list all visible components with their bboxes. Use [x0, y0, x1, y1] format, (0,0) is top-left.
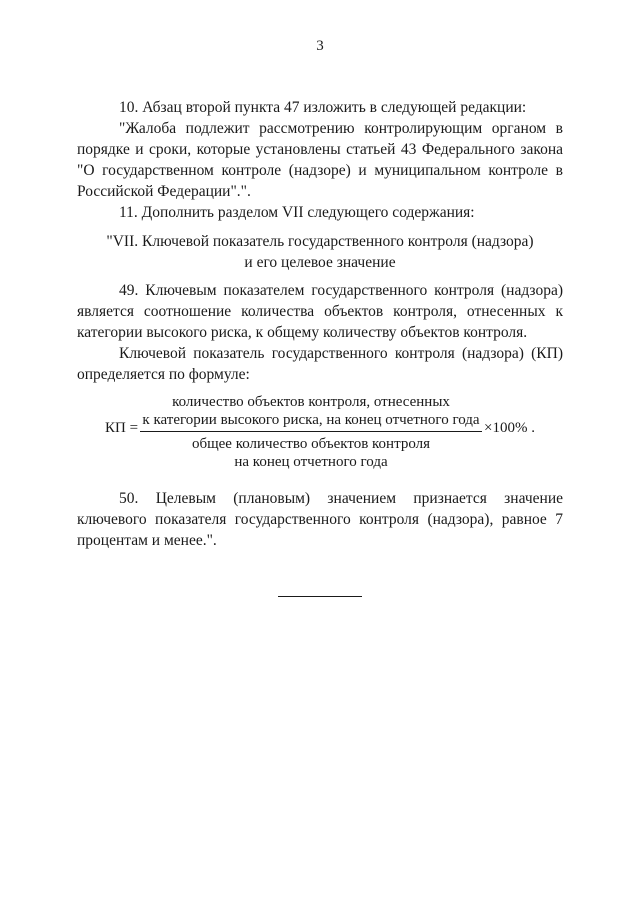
paragraph-50: 50. Целевым (плановым) значением признается значение ключевого показателя государственного контроля (надзора), равное 7 процентам и менее.".: [77, 490, 563, 549]
formula-rhs: ×100% .: [484, 420, 535, 436]
formula-fraction: [140, 393, 482, 471]
paragraph-11: 11. Дополнить разделом VII следующего содержания:: [119, 204, 475, 221]
formula-intro: Ключевой показатель государственного контроля (надзора) (КП) определяется по формуле:: [77, 345, 563, 383]
formula-numerator-line-2: к категории высокого риска, на конец отчетного года: [142, 412, 480, 428]
section-heading: [77, 231, 563, 273]
quoted-complaint-paragraph: "Жалоба подлежит рассмотрению контролирующим органом в порядке и сроки, которые установлены статьей 43 Федерального закона "О государственном контроле (надзоре) и муниципальном контроле в Российской Федерации".".: [77, 120, 563, 200]
fraction-bar: [140, 431, 482, 432]
target-value-block: [77, 488, 563, 551]
key-indicator-block: [77, 280, 563, 385]
formula-numerator-line-1: количество объектов контроля, отнесенных: [172, 394, 450, 410]
end-of-document-rule: [278, 596, 362, 597]
paragraph-10: 10. Абзац второй пункта 47 изложить в следующей редакции:: [119, 99, 527, 116]
section-heading-line-1: "VII. Ключевой показатель государственного контроля (надзора): [106, 233, 534, 250]
page-number: 3: [316, 38, 324, 54]
formula-denominator-line-1: общее количество объектов контроля: [191, 436, 431, 452]
kp-formula: [0, 393, 640, 473]
formula-lhs: КП =: [105, 420, 139, 436]
amendments-block: [77, 97, 563, 223]
formula-denominator-line-2: на конец отчетного года: [234, 454, 388, 470]
paragraph-49: 49. Ключевым показателем государственного контроля (надзора) является соотношение количества объектов контроля, отнесенных к категории высокого риска, к общему количеству объектов контроля.: [77, 282, 563, 341]
section-heading-line-2: и его целевое значение: [244, 254, 396, 271]
